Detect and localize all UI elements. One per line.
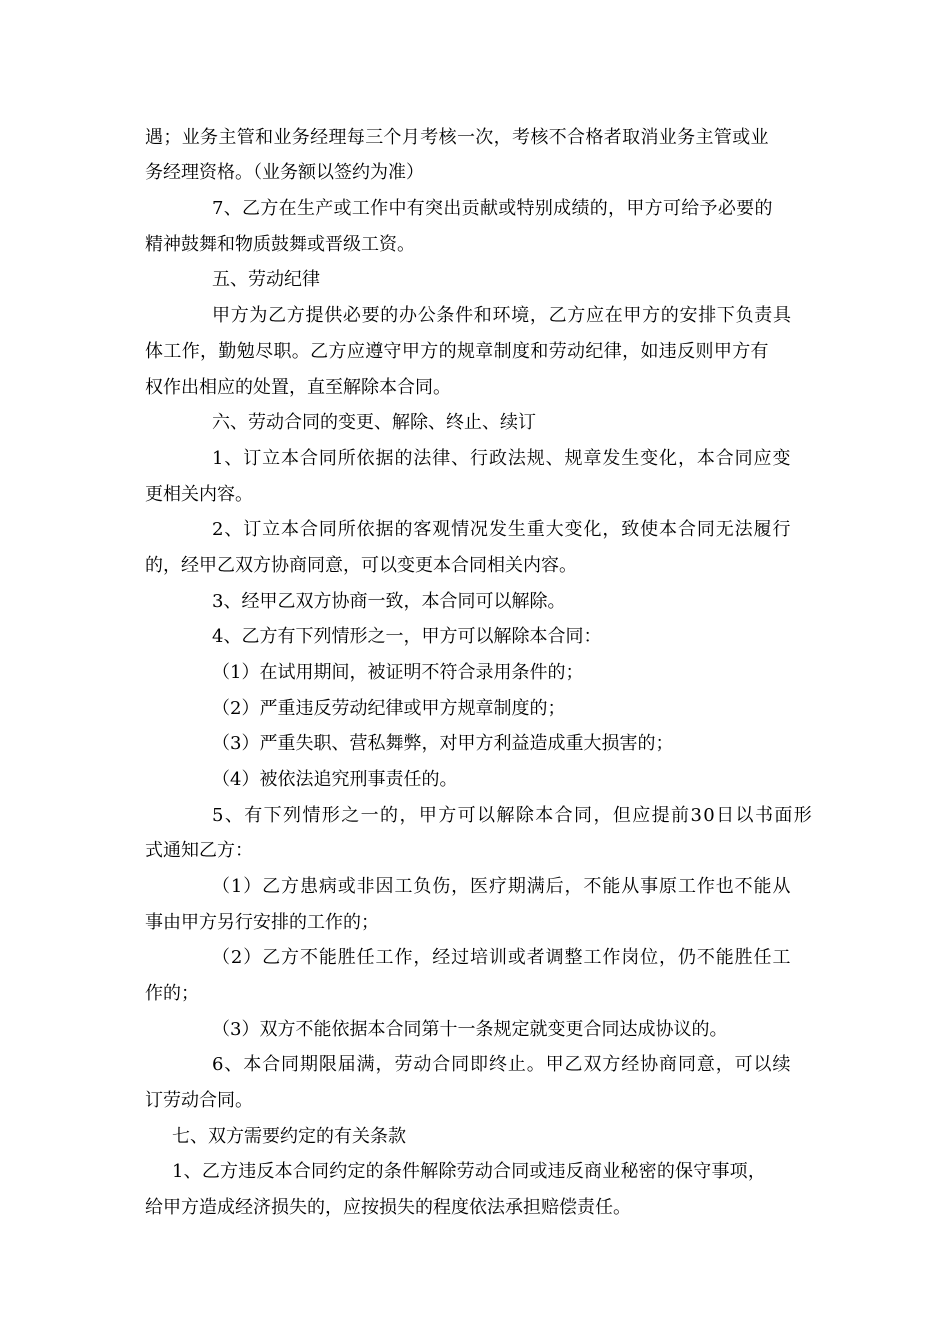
list-item: （1）在试用期间，被证明不符合录用条件的； (212, 662, 584, 683)
text-line: 作的； (145, 983, 199, 1004)
text-line: 7、乙方在生产或工作中有突出贡献或特别成绩的，甲方可给予必要的 (212, 198, 773, 219)
text-line: 给甲方造成经济损失的，应按损失的程度依法承担赔偿责任。 (145, 1197, 631, 1218)
text-line: 1、乙方违反本合同约定的条件解除劳动合同或违反商业秘密的保守事项， (172, 1161, 767, 1182)
list-item: （3）严重失职、营私舞弊，对甲方利益造成重大损害的； (212, 733, 674, 754)
text-line: 事由甲方另行安排的工作的； (145, 912, 379, 933)
list-item: （4）被依法追究刑事责任的。 (212, 769, 458, 790)
text-line: 更相关内容。 (145, 484, 253, 505)
text-line: 甲方为乙方提供必要的办公条件和环境，乙方应在甲方的安排下负责具 (212, 305, 792, 326)
text-line: 精神鼓舞和物质鼓舞或晋级工资。 (145, 234, 415, 255)
text-line: 务经理资格。（业务额以签约为准） (145, 162, 424, 183)
text-line: 式通知乙方： (145, 840, 253, 861)
section-heading: 五、劳动纪律 (212, 269, 320, 290)
text-line: 遇；业务主管和业务经理每三个月考核一次，考核不合格者取消业务主管或业 (145, 127, 769, 148)
section-heading: 七、双方需要约定的有关条款 (172, 1126, 406, 1147)
text-line: 5、有下列情形之一的，甲方可以解除本合同，但应提前30日以书面形 (212, 805, 814, 826)
section-heading: 六、劳动合同的变更、解除、终止、续订 (212, 412, 536, 433)
text-line: 权作出相应的处置，直至解除本合同。 (145, 377, 451, 398)
text-line: 6、本合同期限届满，劳动合同即终止。甲乙双方经协商同意，可以续 (212, 1054, 792, 1075)
text-line: 订劳动合同。 (145, 1090, 253, 1111)
list-item: （3）双方不能依据本合同第十一条规定就变更合同达成协议的。 (212, 1019, 728, 1040)
text-line: 2、订立本合同所依据的客观情况发生重大变化，致使本合同无法履行 (212, 519, 792, 540)
text-line: 1、订立本合同所依据的法律、行政法规、规章发生变化，本合同应变 (212, 448, 792, 469)
text-line: 的，经甲乙双方协商同意，可以变更本合同相关内容。 (145, 555, 577, 576)
list-item: （1）乙方患病或非因工负伤，医疗期满后，不能从事原工作也不能从 (212, 876, 792, 897)
list-item: （2）乙方不能胜任工作，经过培训或者调整工作岗位，仍不能胜任工 (212, 947, 792, 968)
text-line: 4、乙方有下列情形之一，甲方可以解除本合同： (212, 626, 602, 647)
text-line: 3、经甲乙双方协商一致，本合同可以解除。 (212, 591, 566, 612)
text-line: 体工作，勤勉尽职。乙方应遵守甲方的规章制度和劳动纪律，如违反则甲方有 (145, 341, 769, 362)
list-item: （2）严重违反劳动纪律或甲方规章制度的； (212, 698, 566, 719)
